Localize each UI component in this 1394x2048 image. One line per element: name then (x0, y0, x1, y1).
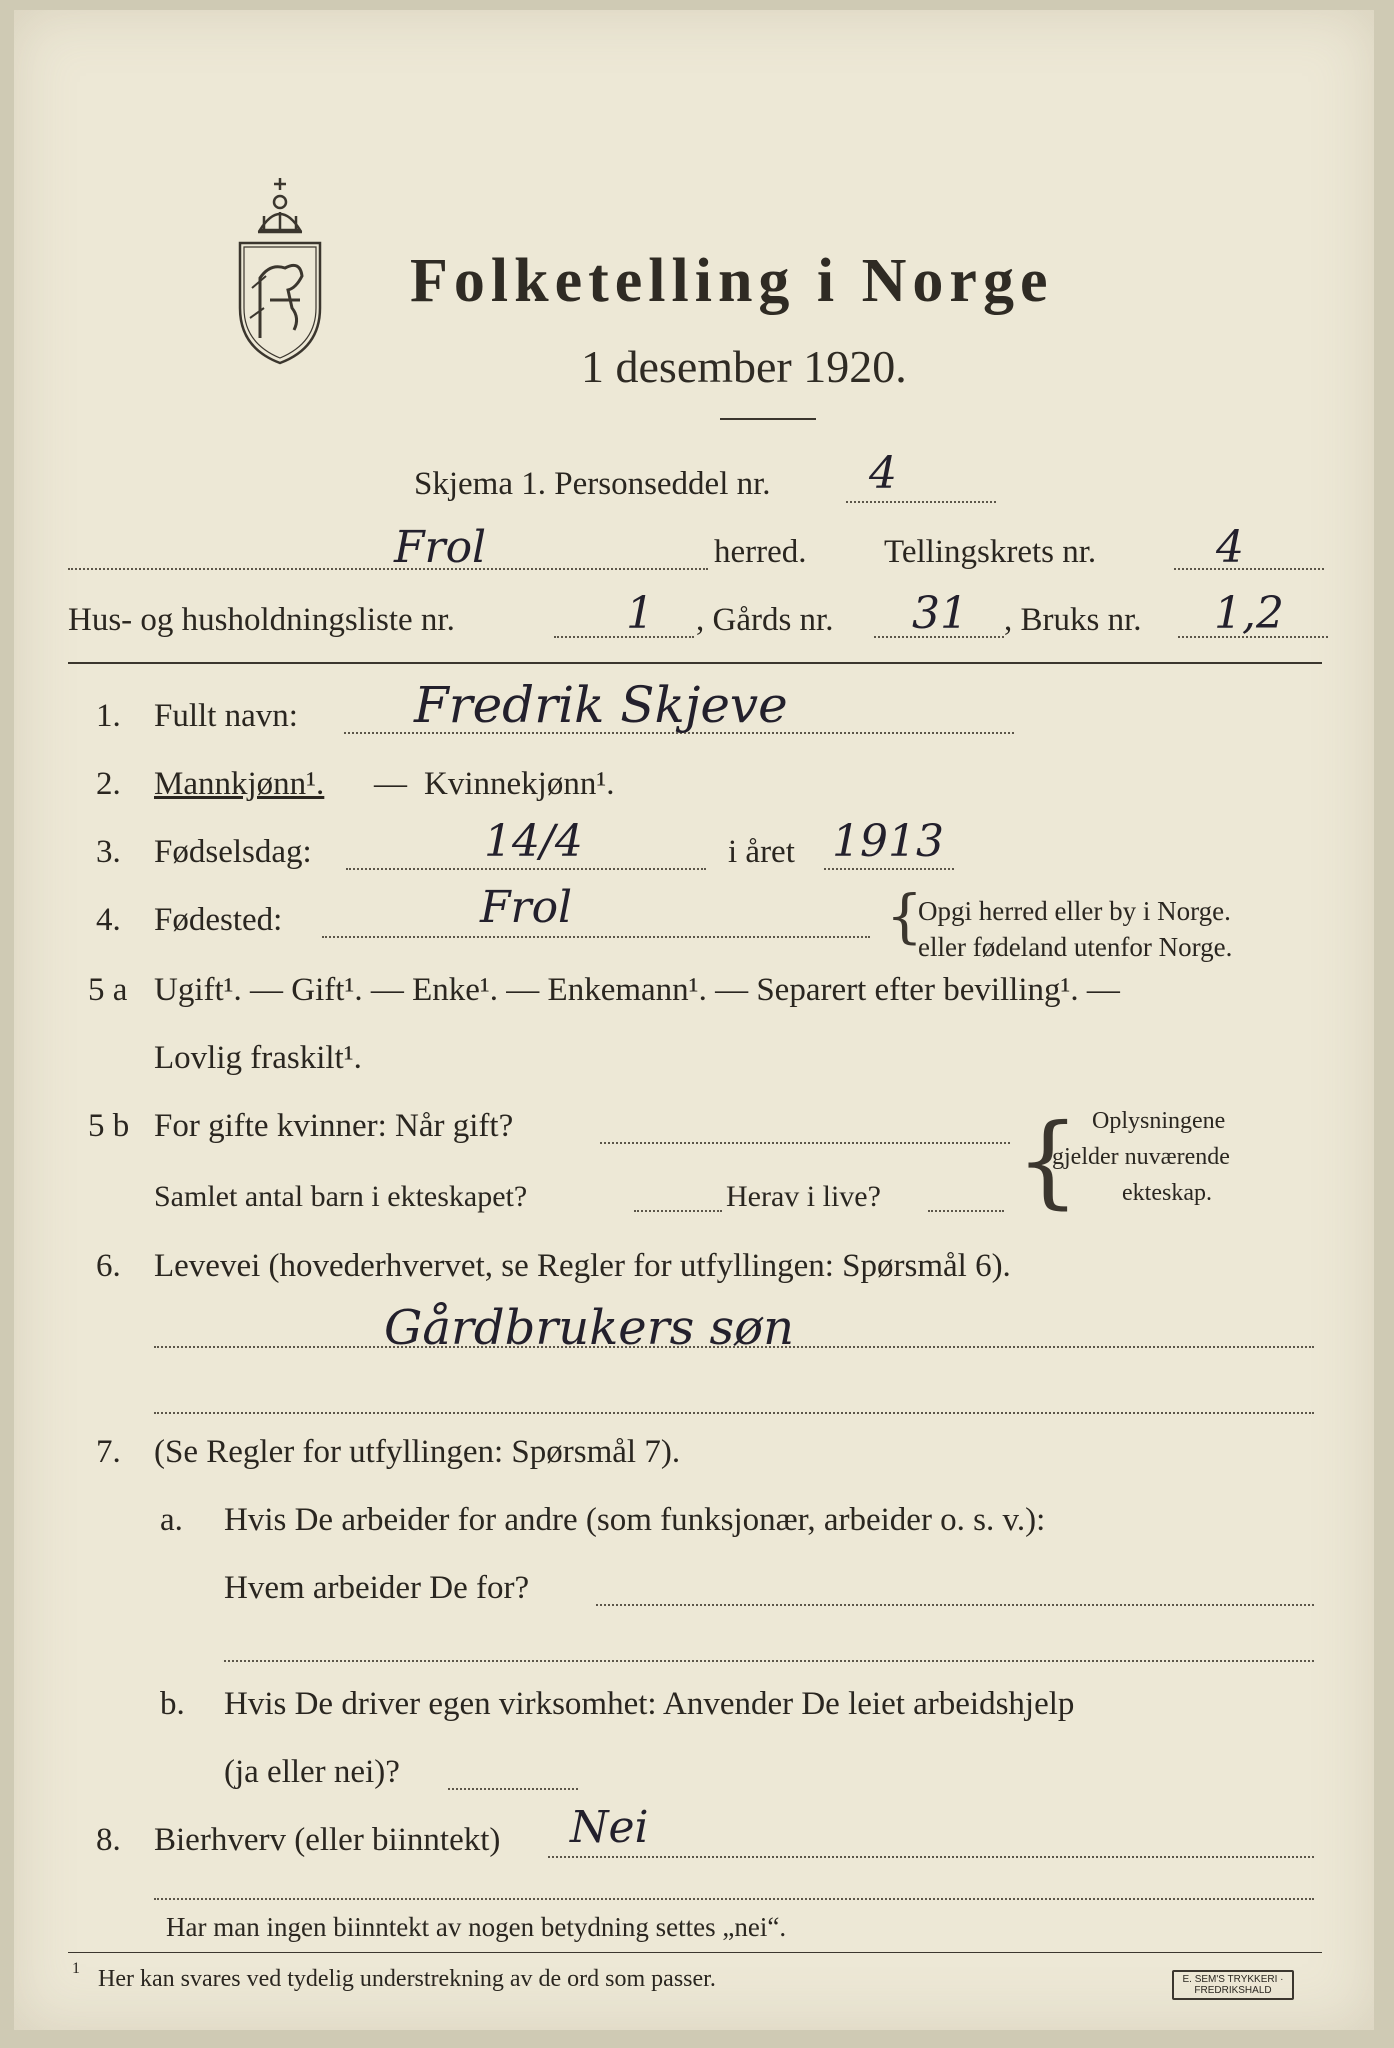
tellingskrets-line (1174, 568, 1324, 570)
schema-nr-value: 4 (869, 448, 897, 499)
q6-line-1 (154, 1346, 1314, 1348)
footer-note: Har man ingen biinntekt av nogen betydning settes „nei“. (166, 1912, 787, 1942)
side-income-value: Nei (570, 1802, 649, 1853)
marital-status-divorced: Lovlig fraskilt¹. (154, 1040, 362, 1076)
q7-number: 7. (96, 1434, 121, 1470)
birthday-value: 14/4 (484, 816, 583, 867)
q8-line-2 (154, 1898, 1314, 1900)
q6-number: 6. (96, 1248, 121, 1284)
q3-year-line (824, 868, 954, 870)
q3-line (346, 868, 706, 870)
gender-separator: — (374, 766, 407, 802)
bruks-value: 1,2 (1214, 588, 1284, 639)
q7a-letter: a. (160, 1502, 183, 1538)
footnote-text: Her kan svares ved tydelig understrekning av de ord som passer. (98, 1966, 716, 1992)
q1-number: 1. (96, 698, 121, 734)
tellingskrets-label: Tellingskrets nr. (884, 534, 1097, 570)
q7a-employer-label: Hvem arbeider De for? (224, 1570, 530, 1606)
husliste-label: Hus- og husholdningsliste nr. (68, 602, 455, 638)
q5b-brace: { (1016, 1102, 1080, 1219)
q7-label: (Se Regler for utfyllingen: Spørsmål 7). (154, 1434, 681, 1470)
q4-label: Fødested: (154, 902, 283, 938)
herred-value: Frol (394, 522, 487, 573)
q5a-number: 5 a (88, 972, 128, 1008)
q5b-alive-line (928, 1210, 1004, 1212)
q3-label: Fødselsdag: (154, 834, 312, 870)
tellingskrets-value: 4 (1216, 522, 1244, 573)
q4-brace: { (886, 882, 923, 950)
form-title: Folketelling i Norge (410, 247, 1054, 315)
footnote-mark: 1 (72, 1960, 80, 1977)
coat-of-arms-icon (230, 168, 330, 368)
q6-line-2 (154, 1412, 1314, 1414)
husliste-value: 1 (626, 588, 654, 639)
q3-number: 3. (96, 834, 121, 870)
birthplace-value: Frol (480, 882, 573, 933)
footer-rule (68, 1952, 1322, 1953)
gards-value: 31 (912, 588, 968, 639)
q5b-number: 5 b (88, 1108, 130, 1144)
q8-label: Bierhverv (eller biinntekt) (154, 1822, 501, 1858)
q7a-line-1 (596, 1604, 1314, 1606)
q3-year-label: i året (728, 834, 795, 870)
schema-nr-line (846, 501, 996, 503)
q7b-help-label: (ja eller nei)? (224, 1754, 400, 1790)
herred-label: herred. (714, 534, 807, 570)
q7b-question: Hvis De driver egen virksomhet: Anvender De leiet arbeidshjelp (224, 1686, 1075, 1722)
q5b-children-line (634, 1210, 722, 1212)
census-date: 1 desember 1920. (581, 341, 907, 392)
bruks-label: , Bruks nr. (1004, 602, 1142, 638)
full-name-value: Fredrik Skjeve (414, 676, 788, 734)
q4-number: 4. (96, 902, 121, 938)
q8-number: 8. (96, 1822, 121, 1858)
q1-label: Fullt navn: (154, 698, 298, 734)
q6-label: Levevei (hovederhvervet, se Regler for utfyllingen: Spørsmål 6). (154, 1248, 1011, 1284)
printer-stamp: E. SEM'S TRYKKERI · FREDRIKSHALD (1172, 1970, 1294, 2000)
header-rule (68, 662, 1322, 664)
q8-line-1 (548, 1856, 1314, 1858)
schema-label: Skjema 1. Personseddel nr. (414, 466, 771, 502)
q5b-note-2: gjelder nuværende (1052, 1144, 1230, 1170)
q5b-children-total: Samlet antal barn i ekteskapet? (154, 1180, 528, 1213)
q7a-line-2 (224, 1660, 1314, 1662)
marital-status-options: Ugift¹. — Gift¹. — Enke¹. — Enkemann¹. — Separert efter bevilling¹. — (154, 972, 1120, 1008)
occupation-value: Gårdbrukers søn (384, 1300, 794, 1356)
census-form-page (14, 10, 1374, 2030)
gards-label: , Gårds nr. (696, 602, 834, 638)
q5b-married-when: For gifte kvinner: Når gift? (154, 1108, 514, 1144)
q5b-children-alive: Herav i live? (726, 1180, 881, 1213)
birth-year-value: 1913 (832, 816, 944, 867)
q4-line (322, 936, 870, 938)
q4-note-2: eller fødeland utenfor Norge. (918, 932, 1233, 962)
q5b-note-3: ekteskap. (1122, 1180, 1212, 1206)
gender-male-option: Mannkjønn¹. (154, 766, 325, 802)
q7b-letter: b. (160, 1686, 185, 1722)
title-divider (720, 418, 816, 420)
q7b-line (448, 1788, 578, 1790)
q5b-note-1: Oplysningene (1092, 1108, 1226, 1134)
q2-number: 2. (96, 766, 121, 802)
q7a-question: Hvis De arbeider for andre (som funksjonær, arbeider o. s. v.): (224, 1502, 1046, 1538)
q4-note-1: Opgi herred eller by i Norge. (918, 896, 1231, 926)
gender-female-option: Kvinnekjønn¹. (424, 766, 615, 802)
husliste-line (554, 636, 694, 638)
q5b-married-line (600, 1142, 1010, 1144)
herred-line (68, 568, 708, 570)
